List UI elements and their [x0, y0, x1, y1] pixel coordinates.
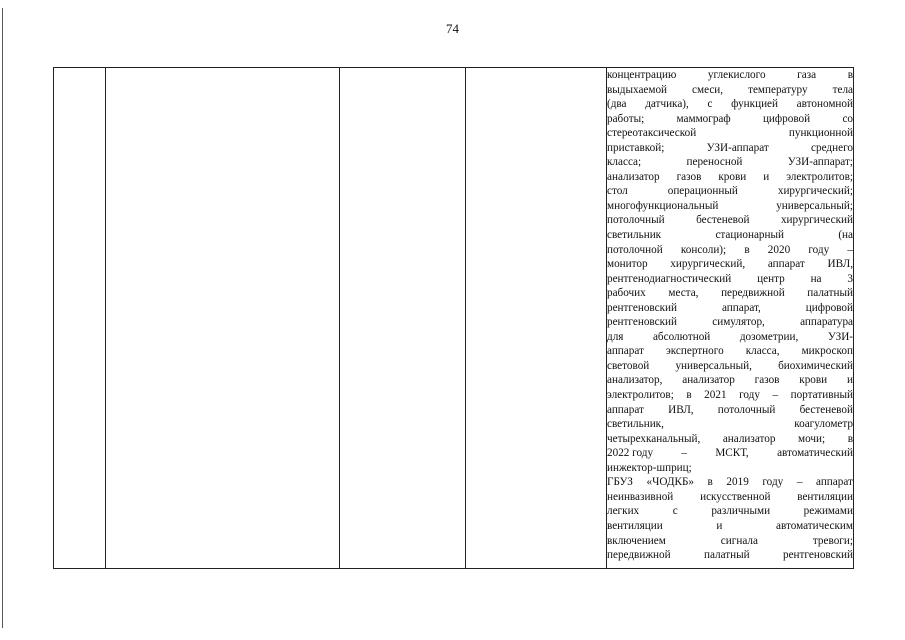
text-word: центр — [757, 272, 785, 285]
text-line — [607, 403, 853, 418]
text-word: инжектор-шприц; — [607, 461, 692, 474]
text-word: в — [847, 69, 853, 81]
text-word: датчика), — [645, 98, 689, 111]
text-word: аппарат — [767, 258, 805, 271]
text-line — [607, 97, 853, 112]
text-line — [607, 461, 853, 476]
text-word: на — [810, 272, 822, 285]
text-word: – — [681, 447, 687, 460]
text-word: аппарат, — [721, 301, 761, 314]
table-cell-name — [106, 68, 340, 569]
text-word: коагулометр — [794, 418, 853, 431]
text-line — [607, 432, 853, 447]
text-word: различными — [711, 505, 771, 518]
text-word: среднего — [811, 141, 853, 154]
text-word: рентгеновский — [607, 301, 678, 314]
text-word: рабочих — [607, 287, 646, 300]
text-word: многофункциональный — [607, 199, 719, 212]
text-word: сигнала — [720, 534, 758, 547]
text-line — [607, 112, 853, 127]
text-word: ГБУЗ — [607, 476, 633, 489]
text-line — [607, 475, 853, 490]
text-word: и — [847, 374, 853, 387]
text-word: места, — [668, 287, 699, 300]
text-word: аппарат — [607, 345, 644, 358]
text-line — [607, 534, 853, 549]
text-line — [607, 359, 853, 374]
text-word: класса, — [745, 345, 780, 358]
text-word: в — [707, 476, 713, 489]
text-word: хирургический — [780, 214, 853, 227]
text-word: класса; — [607, 156, 642, 169]
text-word: 2019 — [726, 476, 749, 489]
table-row — [54, 68, 854, 569]
text-line — [607, 126, 853, 141]
text-word: анализатор — [682, 374, 735, 387]
text-line — [607, 388, 853, 403]
text-word: газа — [797, 69, 817, 81]
text-line — [607, 184, 853, 199]
text-word: операционный — [667, 185, 738, 198]
text-line — [607, 315, 853, 330]
page-number: 74 — [446, 21, 459, 36]
text-word: аппаратура — [800, 316, 853, 329]
text-word: потолочный — [607, 214, 665, 227]
text-word: абсолютной — [652, 330, 711, 343]
text-line — [607, 243, 853, 258]
text-word: стереотаксической — [607, 127, 697, 140]
text-line — [607, 330, 853, 345]
text-word: с — [707, 98, 713, 111]
text-line — [607, 417, 853, 432]
text-word: – — [847, 243, 853, 256]
text-word: УЗИ-аппарат — [706, 141, 769, 154]
text-word: электролитов; — [607, 389, 674, 402]
document-table — [53, 67, 854, 569]
text-word: пункционной — [788, 127, 853, 140]
text-word: анализатор, — [607, 374, 663, 387]
text-word: анализатор — [722, 432, 776, 445]
text-word: смеси, — [692, 83, 724, 96]
text-word: 3 — [847, 272, 853, 285]
text-word: концентрацию — [607, 69, 677, 81]
text-word: – — [796, 476, 803, 489]
text-line — [607, 170, 853, 185]
text-word: хирургический; — [777, 185, 853, 198]
text-word: светильник — [607, 229, 662, 242]
text-word: переносной — [686, 156, 743, 169]
text-word: газов — [676, 170, 702, 183]
table-cell-column-4 — [466, 68, 607, 569]
text-word: (два — [607, 98, 627, 111]
text-word: светильник, — [607, 418, 664, 431]
text-line — [607, 344, 853, 359]
text-word: вентиляции — [607, 519, 663, 532]
text-word: автоматический — [777, 447, 853, 460]
text-word: 2020 — [767, 243, 791, 256]
text-word: хирургический, — [670, 258, 746, 271]
table-cell-column-3 — [340, 68, 466, 569]
text-line — [607, 257, 853, 272]
text-word: универсальный; — [776, 199, 853, 212]
text-word: бестеневой — [799, 403, 853, 416]
text-word: включением — [607, 534, 666, 547]
text-word: крови — [799, 374, 828, 387]
text-word: неинвазивной — [607, 490, 674, 503]
text-word: ИВЛ, — [668, 403, 694, 416]
text-line — [607, 141, 853, 156]
text-word: легких — [607, 505, 640, 518]
text-word: году — [739, 389, 760, 402]
text-word: рентгеновский — [782, 549, 853, 562]
text-word: симулятор, — [712, 316, 765, 329]
text-word: четырехканальный, — [607, 432, 701, 445]
text-word: 2021 — [704, 389, 727, 402]
text-word: портативный — [790, 389, 853, 402]
text-line — [607, 301, 853, 316]
text-word: ИВЛ, — [827, 258, 853, 271]
text-word: экспертного — [665, 345, 724, 358]
text-word: и — [716, 519, 723, 532]
text-line — [607, 548, 853, 563]
text-word: стол — [607, 185, 628, 198]
text-word: работы; — [607, 112, 645, 125]
text-word: выдыхаемой — [607, 83, 668, 96]
text-word: передвижной — [721, 287, 785, 300]
text-word: с — [672, 505, 678, 518]
table-cell-number — [54, 68, 106, 569]
text-word: потолочный — [717, 403, 776, 416]
text-word: режимами — [803, 505, 853, 518]
text-line — [607, 272, 853, 287]
text-word: функцией — [731, 98, 779, 111]
text-word: году — [762, 476, 784, 489]
text-word: маммограф — [676, 112, 731, 125]
text-word: потолочной — [607, 243, 663, 256]
text-word: автономной — [796, 98, 853, 111]
text-word: УЗИ- — [827, 330, 853, 343]
text-word: электролитов; — [786, 170, 853, 183]
text-word: МСКТ, — [715, 447, 749, 460]
text-word: рентгенодиагностический — [607, 272, 732, 285]
text-word: передвижной — [607, 549, 671, 562]
text-word: рентгеновский — [607, 316, 678, 329]
text-word: стационарный — [715, 229, 784, 242]
text-word: палатный — [703, 549, 750, 562]
text-word: монитор — [607, 258, 648, 271]
page-edge-line — [2, 8, 3, 628]
text-word: искусственной — [700, 490, 771, 503]
text-word: микроскоп — [801, 345, 853, 358]
text-word: (на — [838, 229, 853, 242]
text-line — [607, 155, 853, 170]
text-word: цифровой — [805, 301, 853, 314]
text-word: биохимический — [778, 359, 853, 372]
text-word: углекислого — [707, 69, 766, 81]
text-word: тела — [832, 83, 853, 96]
text-word: – — [772, 389, 779, 402]
text-word: для — [607, 330, 624, 343]
text-word: в — [686, 389, 692, 402]
text-word: световой — [607, 359, 650, 372]
text-line — [607, 199, 853, 214]
text-word: аппарат — [816, 476, 853, 489]
text-line — [607, 504, 853, 519]
text-word: вентиляции — [797, 490, 853, 503]
text-word: бестеневой — [696, 214, 750, 227]
text-line — [607, 228, 853, 243]
text-word: тревоги; — [812, 534, 853, 547]
text-word: мочи; — [798, 432, 826, 445]
text-word: аппарат — [607, 403, 644, 416]
text-word: УЗИ-аппарат; — [787, 156, 853, 169]
text-line — [607, 213, 853, 228]
text-line — [607, 68, 853, 83]
text-line — [607, 446, 853, 461]
text-word: 2022 году — [607, 447, 654, 460]
text-word: палатный — [807, 287, 853, 300]
text-word: приставкой; — [607, 141, 665, 154]
text-line — [607, 373, 853, 388]
text-word: цифровой — [762, 112, 811, 125]
text-word: газов — [754, 374, 780, 387]
text-word: температуру — [748, 83, 808, 96]
text-word: году — [808, 243, 830, 256]
text-line — [607, 83, 853, 98]
text-word: со — [842, 112, 853, 125]
text-word: «ЧОДКБ» — [646, 476, 694, 489]
text-word: консоли); — [680, 243, 727, 256]
table-cell-description — [607, 68, 854, 569]
text-line — [607, 490, 853, 505]
text-word: и — [763, 170, 770, 183]
text-word: анализатор — [607, 170, 660, 183]
text-word: универсальный, — [675, 359, 752, 372]
text-word: крови — [718, 170, 747, 183]
text-word: дозометрии, — [739, 330, 799, 343]
text-line — [607, 519, 853, 534]
text-line — [607, 286, 853, 301]
text-word: в — [847, 432, 853, 445]
text-word: в — [744, 243, 750, 256]
text-word: автоматическим — [776, 519, 853, 532]
